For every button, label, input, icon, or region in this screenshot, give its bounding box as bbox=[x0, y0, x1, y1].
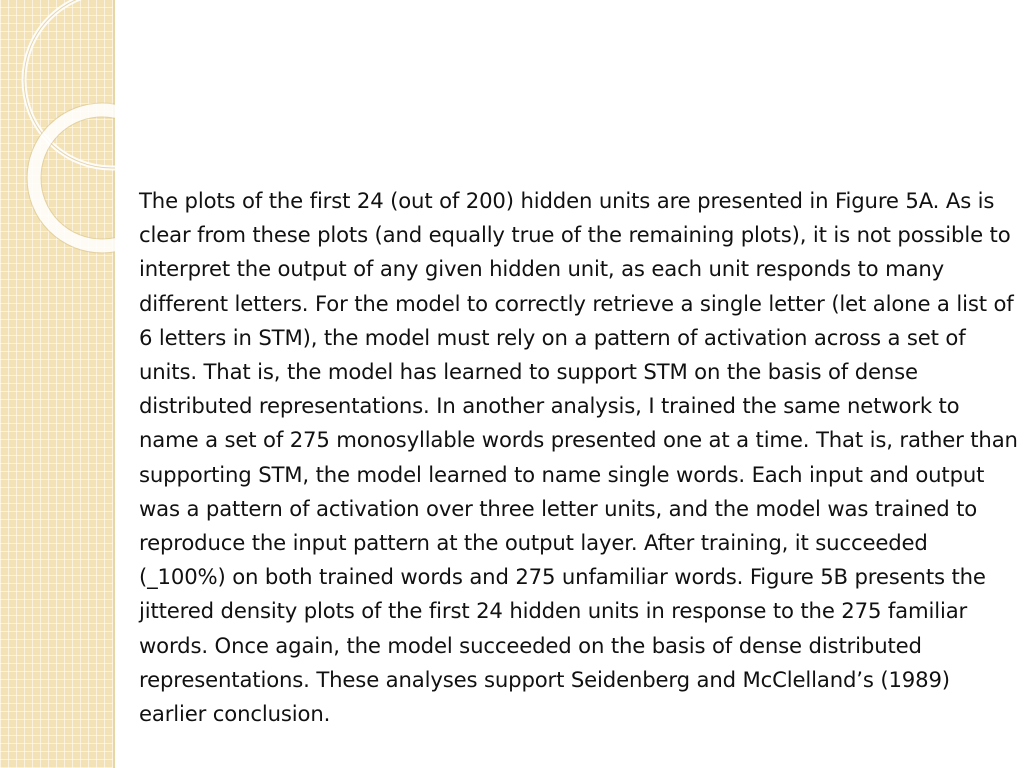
decorative-rings bbox=[0, 0, 115, 768]
body-paragraph: The plots of the first 24 (out of 200) hidden units are presented in Figure 5A. As is clear from these plots (and equally true of the remaining plots), it is not possible to interpret the output of any given hidden unit, as each unit responds to many different letters. For the model to correctly retrieve a single letter (let alone a list of 6 letters in STM), the model must rely on a pattern of activation across a set of units. That is, the model has learned to support STM on the basis of dense distributed representations. In another analysis, I trained the same network to name a set of 275 monosyllable words presented one at a time. That is, rather than supporting STM, the model learned to name single words. Each input and output was a pattern of activation over three letter units, and the model was trained to reproduce the input pattern at the output layer. After training, it succeeded (_100%) on both trained words and 275 unfamiliar words. Figure 5B presents the jittered density plots of the first 24 hidden units in response to the 275 familiar words. Once again, the model succeeded on the basis of dense distributed representations. These analyses support Seidenberg and McClelland’s (1989) earlier conclusion. bbox=[139, 188, 1018, 727]
small-ring bbox=[34, 110, 115, 246]
decorative-side-panel bbox=[0, 0, 115, 768]
